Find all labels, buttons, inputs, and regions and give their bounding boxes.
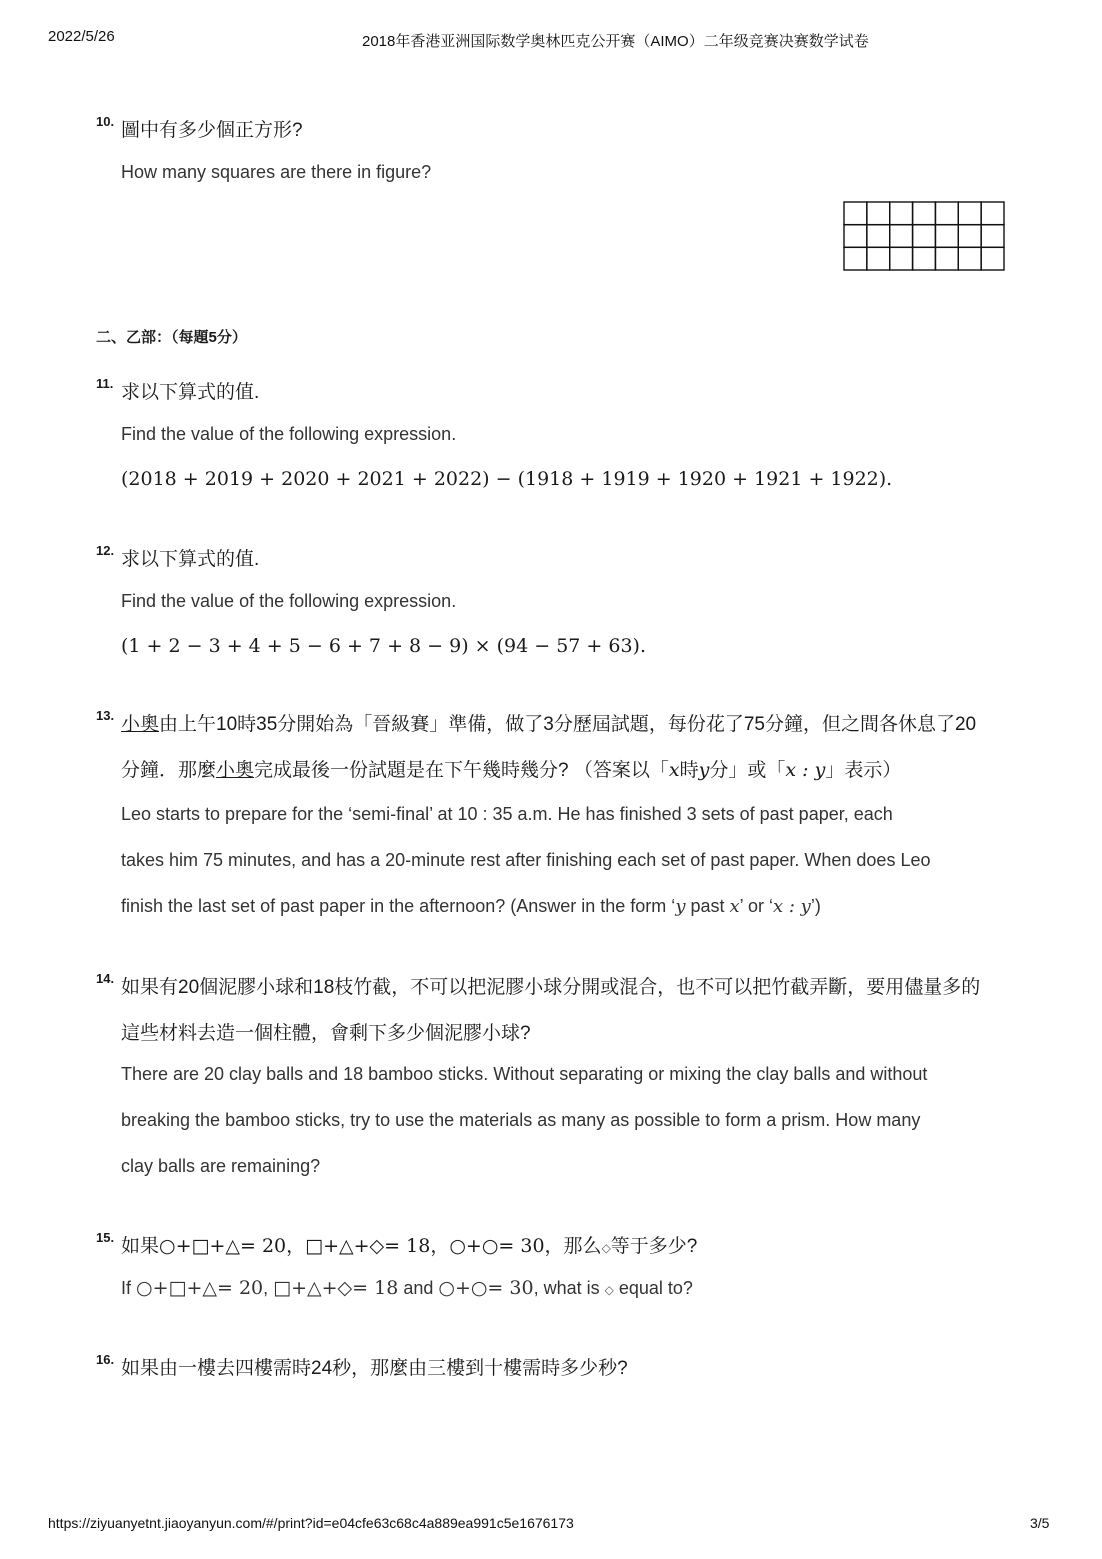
- grid-cell: [844, 225, 867, 248]
- grid-cell: [867, 202, 890, 225]
- question-number: 10.: [96, 114, 115, 129]
- question-text-zh-line2: 分鐘．那麼小奧完成最後一份試題是在下午幾時幾分? （答案以「x時y分」或「x : y」表示）: [121, 759, 902, 781]
- grid-cell: [958, 202, 981, 225]
- equation-2: □+△+◇= 18: [305, 1235, 431, 1257]
- square-grid-figure: [843, 201, 1005, 271]
- grid-cell: [890, 225, 913, 248]
- grid-cell: [844, 247, 867, 270]
- grid-cell: [867, 225, 890, 248]
- question-text-zh-line1: 小奧由上午10時35分開始為「晉級賽」準備，做了3分歷屆試題，每份花了75分鐘，但之間各休息了20: [121, 714, 977, 735]
- question-text-zh: 求以下算式的值.: [121, 549, 260, 570]
- question-number: 11.: [96, 376, 114, 391]
- question-text-zh: 求以下算式的值.: [121, 382, 260, 403]
- grid-cell: [935, 202, 958, 225]
- grid-cell: [867, 247, 890, 270]
- equation-1: ○+□+△= 20: [159, 1235, 287, 1257]
- grid-cell: [981, 202, 1004, 225]
- question-number: 15.: [96, 1230, 115, 1245]
- question-number: 16.: [96, 1352, 115, 1367]
- question-text-en-line1: Leo starts to prepare for the ‘semi-final’ at 10 : 35 a.m. He has finished 3 sets of past paper, each: [121, 804, 893, 824]
- grid-cell: [890, 247, 913, 270]
- grid-cell: [890, 202, 913, 225]
- math-expression: (1 + 2 − 3 + 4 + 5 − 6 + 7 + 8 − 9) × (94 − 57 + 63).: [121, 635, 647, 657]
- equation-2: □+△+◇= 18: [273, 1277, 399, 1299]
- grid-cell: [958, 247, 981, 270]
- grid-cell: [913, 247, 936, 270]
- grid-cell: [844, 202, 867, 225]
- question-text-en-line3: finish the last set of past paper in the afternoon? (Answer in the form ‘y past x’ or ‘x : y’): [121, 896, 821, 917]
- grid-cell: [958, 225, 981, 248]
- question-number: 13.: [96, 708, 115, 723]
- grid-cell: [913, 225, 936, 248]
- question-text-zh: 如果由一樓去四樓需時24秒，那麼由三樓到十樓需時多少秒?: [121, 1358, 628, 1379]
- name-xiaoao: 小奧: [121, 714, 160, 735]
- grid-cell: [935, 225, 958, 248]
- question-text-zh-line2: 這些材料去造一個柱體，會剩下多少個泥膠小球?: [121, 1023, 531, 1044]
- question-number: 12.: [96, 543, 115, 558]
- diamond-symbol: ◇: [604, 1283, 614, 1297]
- equation-3: ○+○= 30: [438, 1277, 534, 1299]
- question-text-en-line2: takes him 75 minutes, and has a 20-minute rest after finishing each set of past paper. When does Leo: [121, 850, 931, 870]
- grid-cell: [913, 202, 936, 225]
- grid-cell: [935, 247, 958, 270]
- question-text-zh-line1: 如果有20個泥膠小球和18枝竹截，不可以把泥膠小球分開或混合，也不可以把竹截弄斷，要用儘量多的: [121, 977, 981, 998]
- page-number: 3/5: [1030, 1515, 1050, 1531]
- equation-1: ○+□+△= 20: [136, 1277, 264, 1299]
- question-text-en-line2: breaking the bamboo sticks, try to use the materials as many as possible to form a prism. How many: [121, 1110, 921, 1130]
- question-text-en: Find the value of the following expression.: [121, 591, 457, 611]
- question-text-zh: 如果○+□+△= 20，□+△+◇= 18，○+○= 30，那么◇等于多少?: [121, 1235, 698, 1257]
- diamond-symbol: ◇: [601, 1241, 611, 1255]
- grid-cell: [981, 225, 1004, 248]
- question-text-en: Find the value of the following expression.: [121, 424, 457, 444]
- footer-url: https://ziyuanyetnt.jiaoyanyun.com/#/print?id=e04cfe63c68c4a889ea991c5e1676173: [48, 1515, 574, 1531]
- question-text-zh: 圖中有多少個正方形?: [121, 120, 303, 141]
- question-text-en: If ○+□+△= 20, □+△+◇= 18 and ○+○= 30, what is ◇ equal to?: [121, 1277, 693, 1299]
- question-text-en: How many squares are there in figure?: [121, 162, 432, 182]
- question-text-en-line1: There are 20 clay balls and 18 bamboo sticks. Without separating or mixing the clay balls and without: [121, 1064, 928, 1084]
- math-expression: (2018 + 2019 + 2020 + 2021 + 2022) − (1918 + 1919 + 1920 + 1921 + 1922).: [121, 468, 893, 490]
- section-title: 二、乙部：（每題5分）: [96, 329, 247, 346]
- name-xiaoao: 小奧: [216, 760, 255, 781]
- grid-cell: [981, 247, 1004, 270]
- question-number: 14.: [96, 971, 115, 986]
- equation-3: ○+○= 30: [449, 1235, 545, 1257]
- header-title: 2018年香港亚洲国际数学奥林匹克公开赛（AIMO）二年级竞赛决赛数学试卷: [362, 33, 869, 50]
- header-date: 2022/5/26: [48, 28, 115, 45]
- question-text-en-line3: clay balls are remaining?: [121, 1156, 321, 1176]
